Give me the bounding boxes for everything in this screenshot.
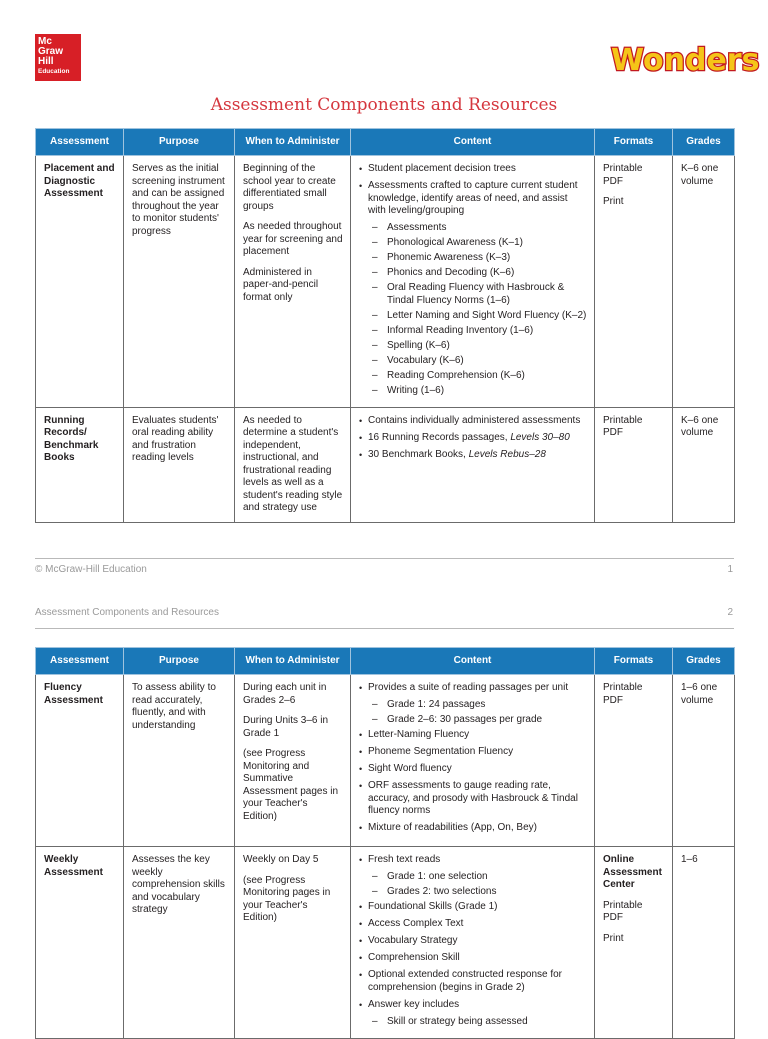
format-item: Printable PDF — [603, 163, 643, 187]
content-text: Access Complex Text — [368, 918, 464, 929]
content-bullet — [359, 999, 587, 1012]
content-subitem — [359, 699, 587, 712]
content-bullet — [359, 822, 587, 835]
header-formats: Formats — [595, 129, 673, 156]
assessment-table-page-1 — [35, 128, 735, 523]
content-list — [359, 682, 587, 835]
content-subitem — [359, 714, 587, 727]
content-bullet — [359, 180, 587, 218]
logo-line1: Mc — [38, 36, 52, 47]
content-subitem — [359, 1016, 587, 1029]
content-text: Phoneme Segmentation Fluency — [368, 746, 514, 757]
format-item: Print — [603, 196, 624, 207]
content-text: Grade 1: one selection — [387, 871, 488, 882]
when-paragraph: During each unit in Grades 2–6 — [243, 682, 327, 706]
content-list — [359, 163, 587, 397]
purpose-cell: To assess ability to read accurately, fluently, and with understanding — [124, 675, 235, 847]
header-grades: Grades — [673, 129, 735, 156]
header-when: When to Administer — [235, 648, 351, 675]
grades-cell: K–6 one volume — [673, 156, 735, 408]
content-bullet — [359, 746, 587, 759]
grades-cell: 1–6 — [673, 847, 735, 1039]
content-bullet — [359, 918, 587, 931]
logo-line4: Education — [38, 68, 70, 75]
content-text: Skill or strategy being assessed — [387, 1015, 528, 1027]
assessment-name: Fluency Assessment — [36, 675, 124, 847]
content-text: 16 Running Records passages, — [368, 431, 511, 443]
page-title: Assessment Components and Resources — [210, 95, 558, 115]
content-cell — [351, 675, 595, 847]
content-subitem — [359, 871, 587, 884]
content-text: 30 Benchmark Books, — [368, 448, 469, 460]
table-row — [36, 675, 735, 847]
formats-cell — [595, 407, 673, 522]
content-subitem — [359, 325, 587, 338]
assessment-name: Placement and Diagnostic Assessment — [36, 156, 124, 408]
content-text: Fresh text reads — [368, 854, 441, 865]
content-bullet — [359, 780, 587, 818]
table-row — [36, 156, 735, 408]
mcgraw-hill-logo — [35, 34, 81, 81]
wonders-logo-text: Wonders — [611, 43, 760, 78]
content-text: Reading Comprehension (K–6) — [387, 369, 525, 381]
content-text: Spelling (K–6) — [387, 339, 450, 351]
content-bullet — [359, 969, 587, 994]
content-cell — [351, 156, 595, 408]
content-text: Phonemic Awareness (K–3) — [387, 252, 511, 263]
page-number-2: 2 — [727, 607, 733, 618]
table-header-row — [36, 129, 735, 156]
table-row — [36, 407, 735, 522]
content-bullet — [359, 729, 587, 742]
table-row — [36, 847, 735, 1039]
header-purpose: Purpose — [124, 129, 235, 156]
content-text: Assessments — [387, 222, 447, 233]
content-text: Letter-Naming Fluency — [368, 729, 470, 740]
format-item: Printable PDF — [603, 414, 643, 438]
content-text: Vocabulary (K–6) — [387, 354, 464, 366]
formats-cell — [595, 675, 673, 847]
when-cell — [235, 407, 351, 522]
when-paragraph: During Units 3–6 in Grade 1 — [243, 715, 329, 739]
header-when: When to Administer — [235, 129, 351, 156]
content-bullet — [359, 432, 587, 445]
when-paragraph: (see Progress Monitoring pages in your Teacher's Edition) — [243, 874, 331, 923]
content-text: Assessments crafted to capture current student knowledge, identify areas of need, and assist with leveling/grouping — [368, 180, 578, 216]
content-text: Provides a suite of reading passages per unit — [368, 682, 569, 693]
page-2-header-rule — [35, 628, 734, 629]
content-text: Informal Reading Inventory (1–6) — [387, 324, 534, 336]
when-paragraph: As needed throughout year for screening and placement — [243, 221, 343, 257]
assessment-name: Running Records/ Benchmark Books — [36, 407, 124, 522]
content-text: Writing (1–6) — [387, 384, 445, 396]
content-text: ORF assessments to gauge reading rate, accuracy, and prosody with Hasbrouck & Tindal fluency norms — [368, 780, 578, 816]
grades-cell: K–6 one volume — [673, 407, 735, 522]
formats-cell — [595, 156, 673, 408]
when-cell — [235, 675, 351, 847]
when-cell — [235, 847, 351, 1039]
content-subitem — [359, 282, 587, 307]
header-content: Content — [351, 648, 595, 675]
content-emphasis: Levels Rebus–28 — [468, 448, 546, 460]
content-text: Foundational Skills (Grade 1) — [368, 901, 498, 912]
content-subitem — [359, 886, 587, 899]
purpose-cell: Serves as the initial screening instrument and can be assigned throughout the year to monitor students' progress — [124, 156, 235, 408]
content-bullet — [359, 901, 587, 914]
page-1-footer-rule — [35, 558, 734, 559]
content-text: Mixture of readabilities (App, On, Bey) — [368, 822, 537, 833]
content-text: Grades 2: two selections — [387, 886, 497, 897]
format-online: Online Assessment Center — [603, 854, 662, 890]
content-list — [359, 854, 587, 1028]
when-paragraph: Beginning of the school year to create differentiated small groups — [243, 163, 336, 212]
purpose-cell: Assesses the key weekly comprehension skills and vocabulary strategy — [124, 847, 235, 1039]
format-item: Print — [603, 932, 624, 944]
content-text: Answer key includes — [368, 998, 460, 1010]
header-formats: Formats — [595, 648, 673, 675]
content-subitem — [359, 267, 587, 280]
content-bullet — [359, 952, 587, 965]
content-cell — [351, 847, 595, 1039]
assessment-name: Weekly Assessment — [36, 847, 124, 1039]
content-text: Optional extended constructed response for comprehension (begins in Grade 2) — [368, 969, 563, 993]
wonders-logo — [607, 30, 760, 82]
content-text: Comprehension Skill — [368, 952, 460, 963]
content-subitem — [359, 385, 587, 398]
content-text: Grade 2–6: 30 passages per grade — [387, 714, 543, 725]
content-text: Student placement decision trees — [368, 163, 516, 174]
content-emphasis: Levels 30–80 — [510, 431, 570, 443]
header-grades: Grades — [673, 648, 735, 675]
content-text: Contains individually administered assessments — [368, 414, 581, 426]
copyright-text: © McGraw-Hill Education — [35, 564, 147, 575]
formats-cell — [595, 847, 673, 1039]
content-text: Grade 1: 24 passages — [387, 699, 486, 710]
when-paragraph: (see Progress Monitoring and Summative Assessment pages in your Teacher's Edition) — [243, 748, 339, 822]
grades-cell: 1–6 one volume — [673, 675, 735, 847]
content-subitem — [359, 340, 587, 353]
format-item: Printable PDF — [603, 682, 643, 706]
logo-line3: Hill — [38, 56, 54, 67]
header-assessment: Assessment — [36, 129, 124, 156]
content-text: Sight Word fluency — [368, 763, 452, 774]
content-text: Phonological Awareness (K–1) — [387, 237, 524, 248]
assessment-table-page-2 — [35, 647, 735, 1039]
header-content: Content — [351, 129, 595, 156]
header-purpose: Purpose — [124, 648, 235, 675]
content-subitem — [359, 370, 587, 383]
content-text: Phonics and Decoding (K–6) — [387, 267, 515, 278]
format-item: Printable PDF — [603, 899, 643, 923]
when-paragraph: As needed to determine a student's independent, instructional, and frustrational reading levels as well as a student's reading style and strategy use — [243, 414, 343, 513]
page-number-1: 1 — [727, 564, 733, 575]
header-assessment: Assessment — [36, 648, 124, 675]
content-cell — [351, 407, 595, 522]
when-paragraph: Administered in paper-and-pencil format only — [243, 266, 319, 303]
content-subitem — [359, 252, 587, 265]
content-subitem — [359, 310, 587, 323]
content-bullet — [359, 449, 587, 462]
content-bullet — [359, 682, 587, 695]
purpose-cell: Evaluates students' oral reading ability and frustration reading levels — [124, 407, 235, 522]
content-text: Oral Reading Fluency with Hasbrouck & Tindal Fluency Norms (1–6) — [387, 282, 565, 306]
content-bullet — [359, 854, 587, 867]
content-subitem — [359, 237, 587, 250]
content-bullet — [359, 415, 587, 428]
content-subitem — [359, 222, 587, 235]
logo-line2: Graw — [38, 46, 64, 57]
when-paragraph: Weekly on Day 5 — [243, 854, 319, 865]
when-cell — [235, 156, 351, 408]
content-text: Letter Naming and Sight Word Fluency (K–2) — [387, 309, 587, 321]
content-bullet — [359, 935, 587, 948]
content-bullet — [359, 163, 587, 176]
running-header: Assessment Components and Resources — [35, 607, 219, 618]
table-header-row — [36, 648, 735, 675]
content-bullet — [359, 763, 587, 776]
content-subitem — [359, 355, 587, 368]
content-list — [359, 415, 587, 462]
content-text: Vocabulary Strategy — [368, 935, 458, 946]
